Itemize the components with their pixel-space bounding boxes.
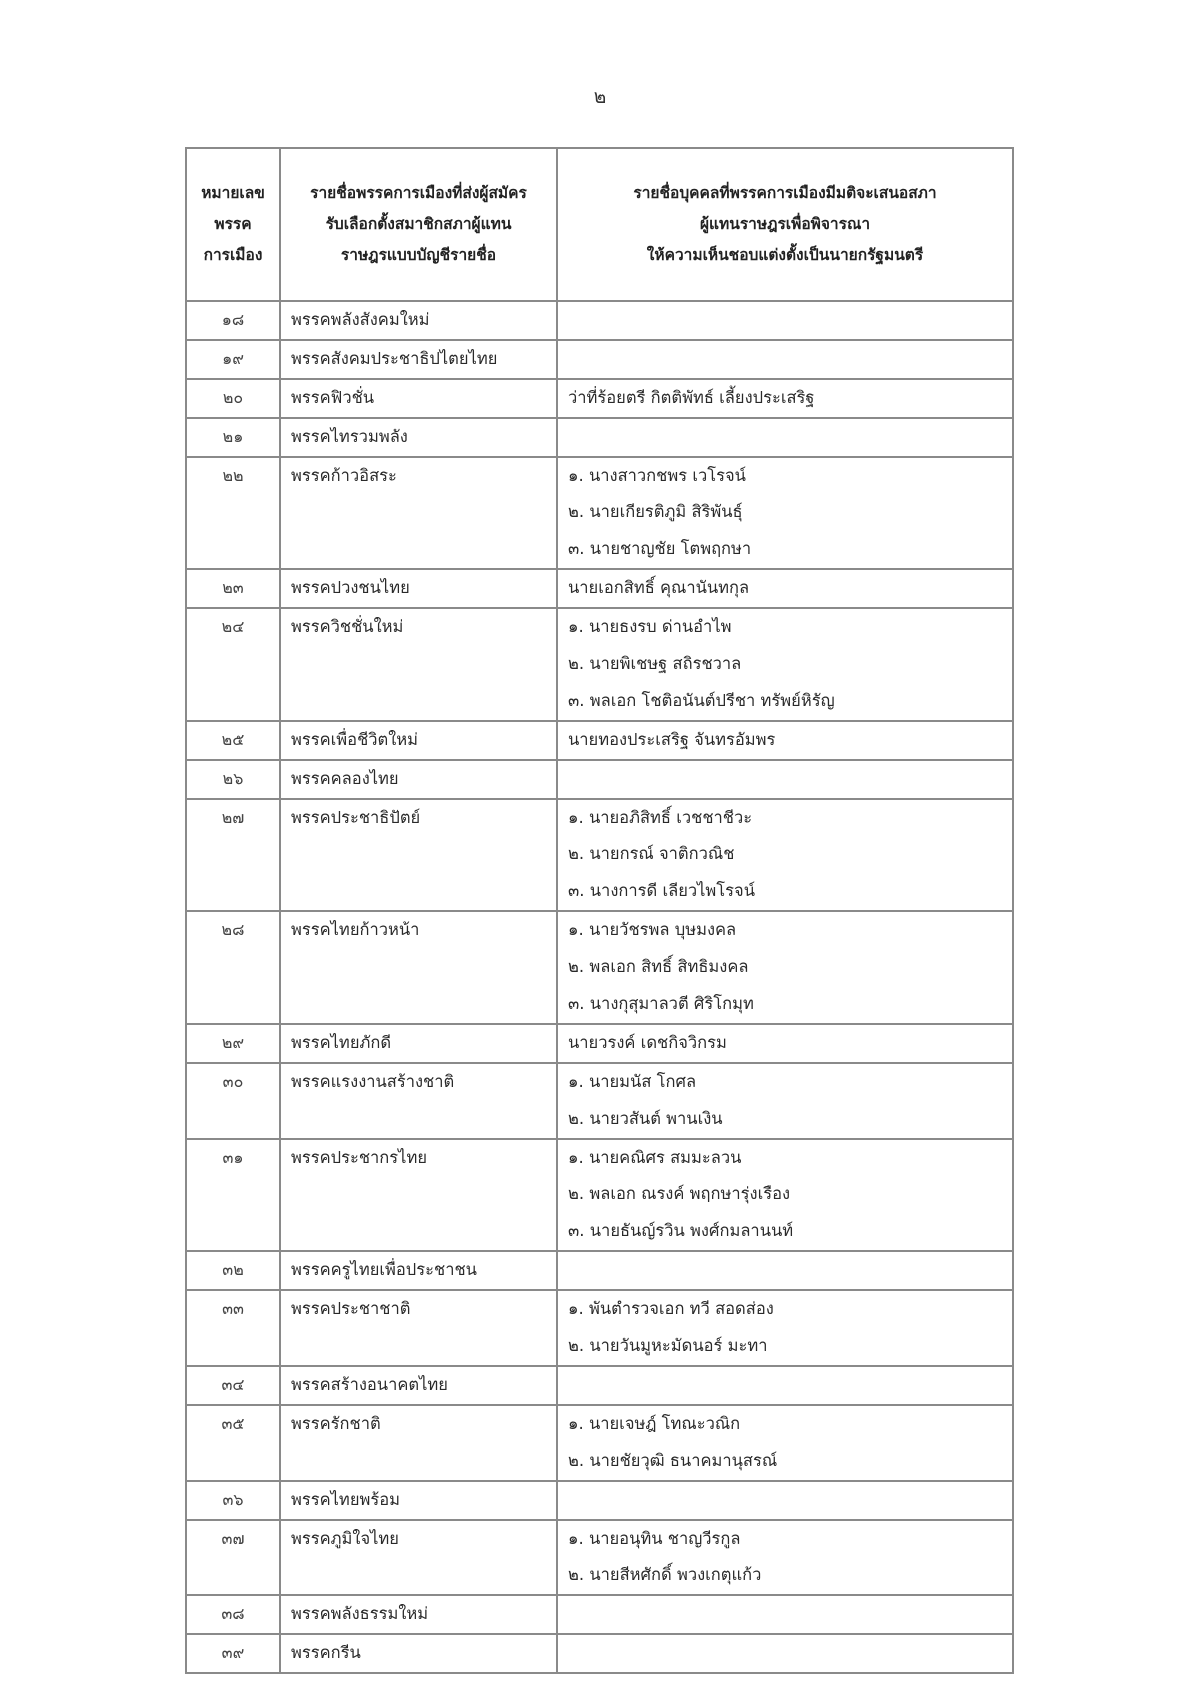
- party-name-cell: [280, 1139, 557, 1252]
- table-row: [186, 911, 1013, 1024]
- party-number-cell: [186, 457, 280, 570]
- party-name-cell: [280, 1481, 557, 1520]
- party-number: ๒๖: [222, 768, 244, 788]
- pm-candidate-name: [568, 1596, 1012, 1633]
- pm-candidates-cell: [557, 1290, 1013, 1366]
- header-pm-candidates: [557, 148, 1013, 301]
- party-number: ๑๙: [222, 348, 244, 368]
- party-name-cell: [280, 1063, 557, 1139]
- header-line: ผู้แทนราษฎรเพื่อพิจารณา: [699, 215, 871, 233]
- table-row: [186, 1366, 1013, 1405]
- party-name: พรรคประชาชาติ: [291, 1299, 411, 1319]
- pm-candidate-name: [568, 1252, 1012, 1289]
- table-row: [186, 569, 1013, 608]
- party-number-cell: [186, 1520, 280, 1596]
- party-number-cell: [186, 760, 280, 799]
- table-row: [186, 1063, 1013, 1139]
- pm-candidate-name: [568, 1482, 1012, 1519]
- pm-candidate-name: [568, 1367, 1012, 1404]
- header-party-number: [186, 148, 280, 301]
- party-name-cell: [280, 1366, 557, 1405]
- party-number: ๒๙: [221, 1032, 245, 1052]
- table-row: [186, 1139, 1013, 1252]
- party-name: พรรคไทยพร้อม: [291, 1489, 401, 1509]
- party-name-cell: [280, 799, 557, 912]
- pm-candidate-name: ๑. นายมนัส โกศล: [568, 1071, 697, 1091]
- party-number: ๓๐: [222, 1071, 244, 1091]
- pm-candidate-name: ๑. นายอภิสิทธิ์ เวชชาชีวะ: [568, 807, 753, 827]
- party-name-cell: [280, 721, 557, 760]
- pm-candidate-name: ๒. นายเกียรติภูมิ สิริพันธุ์: [568, 502, 743, 522]
- party-number-cell: [186, 340, 280, 379]
- pm-candidates-cell: [557, 1251, 1013, 1290]
- party-name-cell: [280, 1405, 557, 1481]
- party-name-cell: [280, 340, 557, 379]
- party-number: ๓๖: [222, 1489, 244, 1509]
- party-name: พรรคภูมิใจไทย: [291, 1528, 399, 1548]
- pm-candidate-name: นายทองประเสริฐ จันทรอัมพร: [568, 729, 776, 749]
- pm-candidate-name: ๒. นายสีหศักดิ์ พวงเกตุแก้ว: [568, 1565, 762, 1585]
- pm-candidates-cell: [557, 379, 1013, 418]
- candidates-table: [185, 147, 1014, 1674]
- pm-candidate-name: ว่าที่ร้อยตรี กิตติพัทธ์ เลี้ยงประเสริฐ: [568, 387, 815, 407]
- table-body: [186, 301, 1013, 1673]
- party-number: ๒๑: [222, 426, 244, 446]
- party-name: พรรคไทรวมพลัง: [291, 426, 408, 446]
- party-name-cell: [280, 457, 557, 570]
- party-name-cell: [280, 1251, 557, 1290]
- pm-candidate-name: ๒. พลเอก ณรงค์ พฤกษารุ่งเรือง: [568, 1184, 791, 1204]
- party-number: ๒๔: [221, 617, 245, 637]
- pm-candidates-cell: [557, 301, 1013, 340]
- party-number-cell: [186, 721, 280, 760]
- pm-candidate-name: ๓. นางกุสุมาลวตี ศิริโกมุท: [568, 994, 754, 1014]
- table-header-row: [186, 148, 1013, 301]
- party-number-cell: [186, 608, 280, 721]
- party-number-cell: [186, 1024, 280, 1063]
- party-number-cell: [186, 1595, 280, 1634]
- table-row: [186, 721, 1013, 760]
- party-name: พรรคพลังธรรมใหม่: [291, 1604, 429, 1624]
- party-name: พรรคแรงงานสร้างชาติ: [291, 1071, 455, 1091]
- pm-candidate-name: [568, 761, 1012, 798]
- party-number-cell: [186, 1251, 280, 1290]
- pm-candidate-name: ๓. นางการดี เลียวไพโรจน์: [568, 881, 755, 901]
- party-number: ๓๒: [222, 1260, 244, 1280]
- party-name-cell: [280, 1520, 557, 1596]
- pm-candidate-name: [568, 302, 1012, 339]
- party-number-cell: [186, 1139, 280, 1252]
- header-line: ราษฎรแบบบัญชีรายชื่อ: [340, 246, 497, 264]
- table-row: [186, 1405, 1013, 1481]
- party-number: ๓๙: [221, 1643, 245, 1663]
- pm-candidates-cell: [557, 1405, 1013, 1481]
- pm-candidates-cell: [557, 418, 1013, 457]
- header-line: รายชื่อบุคคลที่พรรคการเมืองมีมติจะเสนอสภา: [633, 184, 937, 202]
- table-row: [186, 608, 1013, 721]
- table-row: [186, 301, 1013, 340]
- party-number: ๒๒: [222, 465, 244, 485]
- header-party-name: [280, 148, 557, 301]
- pm-candidate-name: [568, 341, 1012, 378]
- pm-candidate-name: [568, 419, 1012, 456]
- party-name: พรรคกรีน: [291, 1643, 361, 1663]
- table-row: [186, 457, 1013, 570]
- party-name-cell: [280, 1290, 557, 1366]
- party-name: พรรคเพื่อชีวิตใหม่: [291, 729, 419, 749]
- pm-candidate-name: ๓. นายธันญ์รวิน พงศ์กมลานนท์: [568, 1221, 794, 1241]
- party-number: ๓๕: [221, 1413, 245, 1433]
- party-name: พรรคพลังสังคมใหม่: [291, 310, 430, 329]
- pm-candidates-cell: [557, 457, 1013, 570]
- party-number: ๓๘: [221, 1604, 245, 1624]
- party-number: ๒๓: [222, 578, 244, 598]
- table-row: [186, 418, 1013, 457]
- pm-candidates-cell: [557, 760, 1013, 799]
- party-number: ๒๘: [221, 920, 245, 940]
- party-name-cell: [280, 1024, 557, 1063]
- party-number-cell: [186, 1481, 280, 1520]
- table-row: [186, 1481, 1013, 1520]
- pm-candidates-cell: [557, 1595, 1013, 1634]
- pm-candidate-name: ๑. พันตำรวจเอก ทวี สอดส่อง: [568, 1299, 774, 1319]
- pm-candidate-name: ๓. พลเอก โชติอนันต์ปรีชา ทรัพย์หิรัญ: [568, 690, 835, 710]
- pm-candidate-name: นายวรงค์ เดชกิจวิกรม: [568, 1032, 727, 1052]
- party-name-cell: [280, 301, 557, 340]
- party-name: พรรคสังคมประชาธิปไตยไทย: [291, 348, 498, 368]
- pm-candidate-name: ๑. นายอนุทิน ชาญวีรกูล: [568, 1528, 741, 1548]
- pm-candidate-name: ๑. นายวัชรพล บุษมงคล: [568, 920, 737, 940]
- table-row: [186, 340, 1013, 379]
- pm-candidate-name: ๒. พลเอก สิทธิ์ สิทธิมงคล: [568, 957, 749, 977]
- pm-candidates-cell: [557, 1063, 1013, 1139]
- pm-candidate-name: ๑. นายคณิศร สมมะลวน: [568, 1147, 742, 1167]
- table-row: [186, 1024, 1013, 1063]
- party-name: พรรคประชากรไทย: [291, 1147, 427, 1167]
- party-number: ๓๗: [221, 1528, 245, 1548]
- table-row: [186, 1595, 1013, 1634]
- pm-candidates-cell: [557, 608, 1013, 721]
- party-name: พรรคประชาธิปัตย์: [291, 807, 421, 827]
- table-row: [186, 1290, 1013, 1366]
- pm-candidates-cell: [557, 799, 1013, 912]
- party-name: พรรคคลองไทย: [291, 768, 399, 788]
- pm-candidate-name: นายเอกสิทธิ์ คุณานันทกุล: [568, 578, 750, 598]
- party-number-cell: [186, 1405, 280, 1481]
- party-name-cell: [280, 418, 557, 457]
- party-name: พรรคฟิวชั่น: [291, 387, 375, 407]
- pm-candidates-cell: [557, 1024, 1013, 1063]
- party-number: ๓๓: [222, 1299, 244, 1319]
- pm-candidates-cell: [557, 1481, 1013, 1520]
- pm-candidates-cell: [557, 721, 1013, 760]
- party-number-cell: [186, 1366, 280, 1405]
- party-number-cell: [186, 799, 280, 912]
- party-name: พรรคไทยภักดี: [291, 1032, 392, 1052]
- party-number-cell: [186, 301, 280, 340]
- pm-candidates-cell: [557, 340, 1013, 379]
- party-number-cell: [186, 569, 280, 608]
- party-name: พรรคไทยก้าวหน้า: [291, 920, 420, 940]
- table-row: [186, 1251, 1013, 1290]
- table-row: [186, 799, 1013, 912]
- party-name: พรรควิชชั่นใหม่: [291, 617, 404, 637]
- pm-candidates-cell: [557, 1520, 1013, 1596]
- party-name: พรรคปวงชนไทย: [291, 578, 410, 598]
- table-row: [186, 1634, 1013, 1673]
- pm-candidate-name: ๑. นายเจษฎ์ โทณะวณิก: [568, 1413, 741, 1433]
- table-row: [186, 1520, 1013, 1596]
- party-number: ๑๘: [221, 310, 245, 329]
- party-number-cell: [186, 418, 280, 457]
- pm-candidate-name: ๒. นายกรณ์ จาติกวณิช: [568, 844, 735, 864]
- party-name-cell: [280, 1595, 557, 1634]
- party-name: พรรคก้าวอิสระ: [291, 465, 397, 485]
- party-number-cell: [186, 911, 280, 1024]
- table-row: [186, 760, 1013, 799]
- party-number: ๓๑: [222, 1147, 244, 1167]
- party-name-cell: [280, 569, 557, 608]
- pm-candidate-name: ๓. นายชาญชัย โตพฤกษา: [568, 539, 752, 559]
- pm-candidate-name: ๒. นายวันมูหะมัดนอร์ มะทา: [568, 1336, 768, 1356]
- pm-candidate-name: ๑. นางสาวกชพร เวโรจน์: [568, 465, 746, 485]
- party-number: ๒๕: [221, 729, 245, 749]
- pm-candidate-name: ๒. นายวสันต์ พานเงิน: [568, 1108, 723, 1128]
- pm-candidate-name: ๑. นายธงรบ ด่านอำไพ: [568, 617, 732, 637]
- header-line: หมายเลข: [201, 184, 265, 202]
- pm-candidate-name: ๒. นายชัยวุฒิ ธนาคมานุสรณ์: [568, 1450, 778, 1470]
- pm-candidates-cell: [557, 569, 1013, 608]
- party-number-cell: [186, 1634, 280, 1673]
- header-line: การเมือง: [203, 246, 263, 264]
- party-number-cell: [186, 1063, 280, 1139]
- party-name-cell: [280, 760, 557, 799]
- party-number: ๒๐: [222, 387, 244, 407]
- party-name-cell: [280, 379, 557, 418]
- party-name-cell: [280, 911, 557, 1024]
- header-line: รับเลือกตั้งสมาชิกสภาผู้แทน: [325, 215, 512, 233]
- pm-candidates-cell: [557, 911, 1013, 1024]
- table-row: [186, 379, 1013, 418]
- pm-candidates-cell: [557, 1139, 1013, 1252]
- party-number: ๓๔: [221, 1374, 245, 1394]
- header-line: ให้ความเห็นชอบแต่งตั้งเป็นนายกรัฐมนตรี: [646, 246, 924, 264]
- party-name: พรรคสร้างอนาคตไทย: [291, 1374, 448, 1394]
- party-number: ๒๗: [221, 807, 245, 827]
- pm-candidate-name: ๒. นายพิเชษฐ สถิรชวาล: [568, 654, 742, 674]
- party-number-cell: [186, 379, 280, 418]
- header-line: พรรค: [214, 215, 252, 233]
- party-name: พรรครักชาติ: [291, 1413, 381, 1433]
- pm-candidates-cell: [557, 1366, 1013, 1405]
- header-line: รายชื่อพรรคการเมืองที่ส่งผู้สมัคร: [310, 184, 527, 202]
- party-number-cell: [186, 1290, 280, 1366]
- page-number: ๒: [593, 86, 607, 108]
- party-name-cell: [280, 608, 557, 721]
- party-name: พรรคครูไทยเพื่อประชาชน: [291, 1260, 477, 1280]
- pm-candidates-cell: [557, 1634, 1013, 1673]
- pm-candidate-name: [568, 1635, 1012, 1672]
- party-name-cell: [280, 1634, 557, 1673]
